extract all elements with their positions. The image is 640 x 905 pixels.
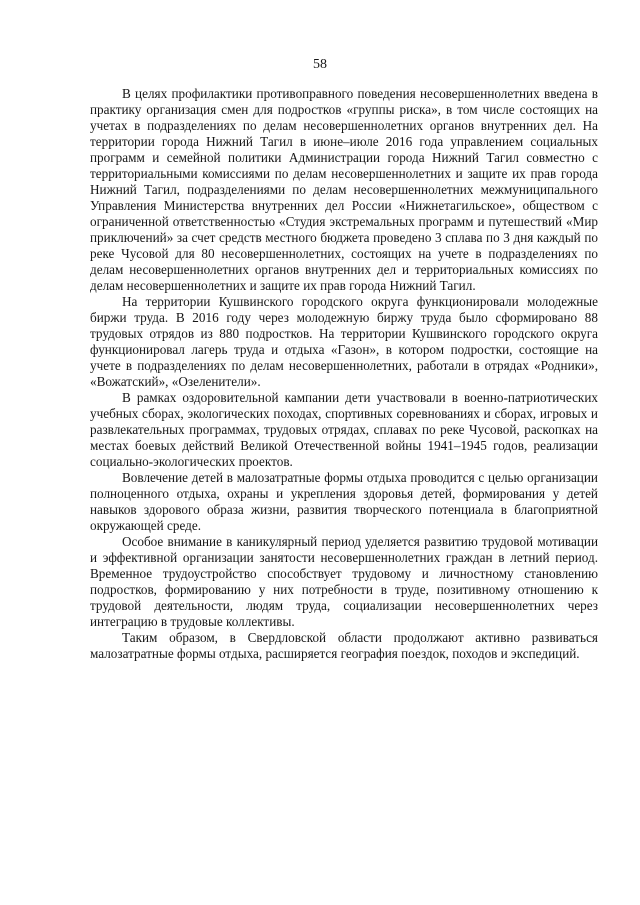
paragraph-conclusion: Таким образом, в Свердловской области продолжают активно развиваться малозатратные формы отдыха, расширяется география поездок, походов и экспедиций.: [90, 630, 598, 661]
paragraph-low-cost-recreation: Вовлечение детей в малозатратные формы отдыха проводится с целью организации полноценного отдыха, охраны и укрепления здоровья детей, формирования у детей навыков здорового образа жизни, развития творческого потенциала в благоприятной окружающей среде.: [90, 470, 598, 533]
paragraph-prevention-shifts: В целях профилактики противоправного поведения несовершеннолетних введена в практику организация смен для подростков «группы риска», в том числе состоящих на учетах в подразделениях по делам несовершеннолетних органов внутренних дел. На территории города Нижний Тагил в июне–июле 2016 года управлением социальных программ и семейной политики Администрации города Нижний Тагил совместно с территориальными комиссиями по делам несовершеннолетних и защите их прав города Нижний Тагил, подразделениями по делам несовершеннолетних межмуниципального Управления Министерства внутренних дел России «Нижнетагильское», обществом с ограниченной ответственностью «Студия экстремальных программ и путешествий «Мир приключений» за счет средств местного бюджета проведено 3 сплава по 3 дня каждый по реке Чусовой для 80 несовершеннолетних, состоящих на учете в подразделениях по делам несовершеннолетних органов внутренних дел и территориальных комиссиях по делам несовершеннолетних и защите их прав города Нижний Тагил.: [90, 86, 598, 293]
paragraph-kushva-labor: На территории Кушвинского городского округа функционировали молодежные биржи труда. В 2016 году через молодежную биржу труда было сформировано 88 трудовых отрядов из 880 подростков. На территории Кушвинского городского округа функционировал лагерь труда и отдыха «Газон», в котором подростки, состоящие на учете в подразделениях по делам несовершеннолетних, работали в отрядах «Родники», «Вожатский», «Озеленители».: [90, 294, 598, 389]
page-number: 58: [313, 57, 327, 72]
document-body: [90, 86, 598, 662]
paragraph-recreation-campaign: В рамках оздоровительной кампании дети участвовали в военно-патриотических учебных сборах, экологических походах, спортивных соревнованиях и сборах, игровых и развлекательных программах, трудовых отрядах, сплавах по реке Чусовой, раскопках на местах боевых действий Великой Отечественной войны 1941–1945 годов, реализации социально-экологических проектов.: [90, 390, 598, 469]
paragraph-labor-motivation: Особое внимание в каникулярный период уделяется развитию трудовой мотивации и эффективной организации занятости несовершеннолетних граждан в летний период. Временное трудоустройство способствует трудовому и личностному становлению подростков, формированию у них потребности в труде, позитивному отношению к трудовой деятельности, людям труда, социализации несовершеннолетних через интеграцию в трудовые коллективы.: [90, 534, 598, 629]
